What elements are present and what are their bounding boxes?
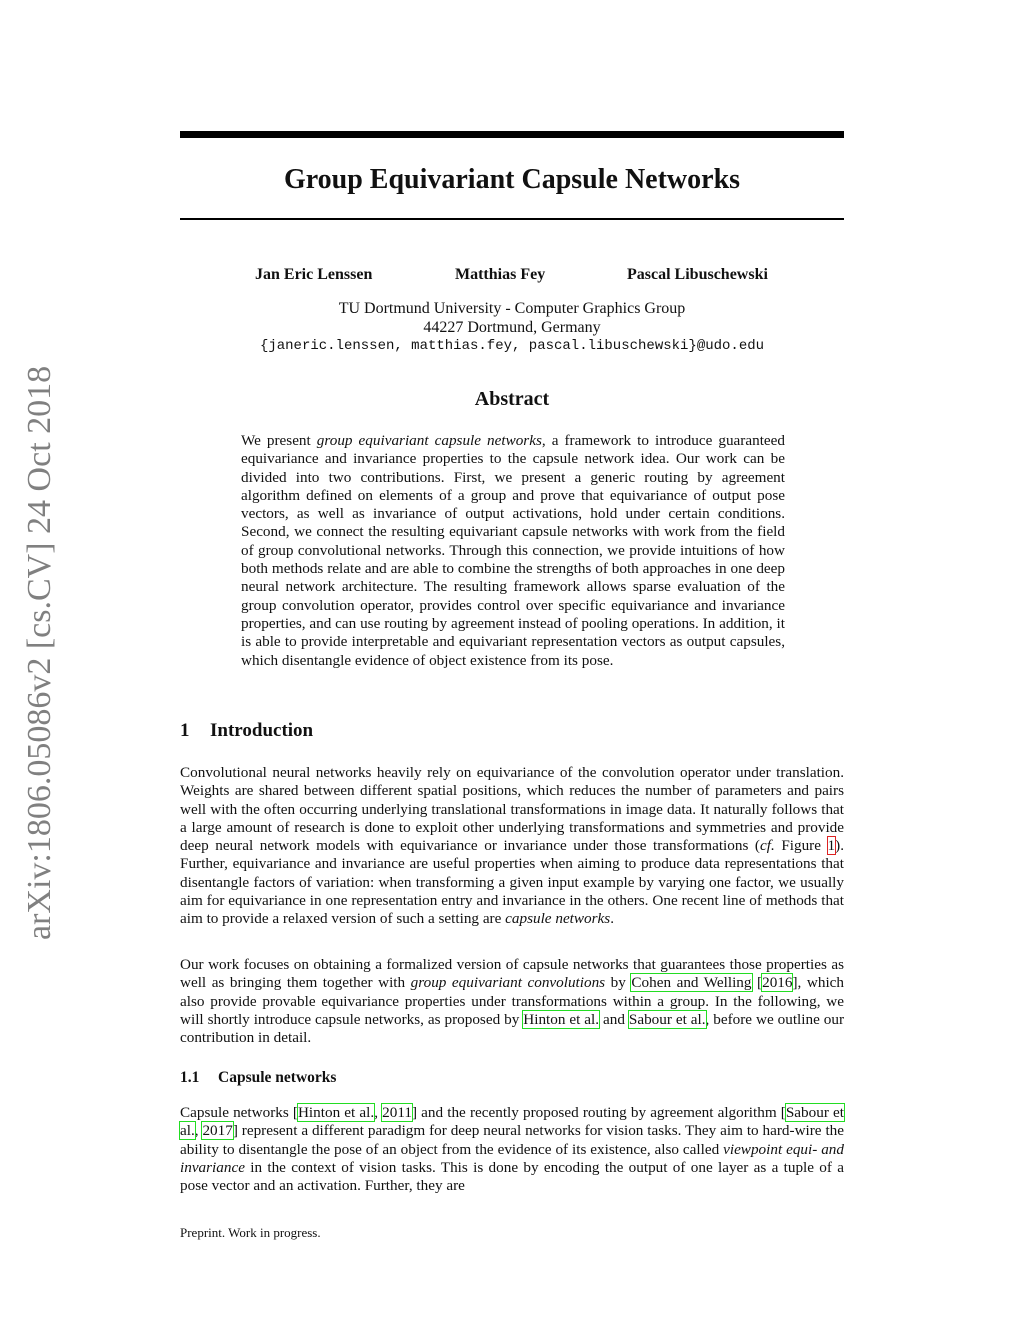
subsection-number: 1.1	[180, 1069, 200, 1086]
section-number: 1	[180, 720, 190, 741]
figure-reference-link[interactable]: 1	[827, 837, 836, 855]
emphasis: group equivariant capsule networks	[316, 432, 542, 449]
subsection-title: Capsule networks	[218, 1069, 337, 1086]
author-name: Pascal Libuschewski	[627, 266, 768, 283]
subsection-heading-capsule-networks	[180, 1069, 336, 1087]
preprint-footer: Preprint. Work in progress.	[180, 1225, 321, 1240]
citation-link[interactable]: Hinton et al.	[523, 1010, 600, 1028]
title-top-rule	[180, 131, 844, 138]
citation-year-link[interactable]: 2011	[382, 1104, 412, 1121]
intro-paragraph-1: Convolutional neural networks heavily rely on equivariance of the convolution operator under translation. Weights are shared between different spatial positions, which reduces the number of parameters and pairs well with the often occurring underlying translational transformations in image data. It naturally follows that a large amount of research is done to exploit other underlying transformations and symmetries and provide deep neural network models with equivariance or invariance under those transformations (cf. Figure 1). Further, equivariance and invariance are useful properties when aiming to produce data representations that disentangle factors of variation: when transforming a given input example by varying one factor, we usually aim for equivariance in one representation entry and invariance in the others. One recent line of methods that aim to provide a relaxed version of such a setting are capsule networks.	[180, 764, 844, 928]
abstract-heading: Abstract	[474, 388, 550, 410]
author-list	[180, 266, 844, 288]
section-title: Introduction	[210, 720, 314, 741]
section-heading-introduction	[180, 720, 313, 742]
intro-paragraph-2: Our work focuses on obtaining a formalized version of capsule networks that guarantees those properties as well as bringing them together with group equivariant convolutions by Cohen and Welling [2016], which also provide provable equivariance properties under transformations within a group. In the following, we will shortly introduce capsule networks, as proposed by Hinton et al. and Sabour et al., before we outline our contribution in detail.	[180, 956, 845, 1047]
citation-link[interactable]: Hinton et al.	[297, 1104, 375, 1121]
institution: TU Dortmund University - Computer Graphics Group	[338, 300, 686, 317]
arxiv-identifier: arXiv:1806.05086v2 [cs.CV] 24 Oct 2018	[21, 365, 58, 940]
author-name: Jan Eric Lenssen	[255, 266, 373, 283]
address: 44227 Dortmund, Germany	[423, 319, 601, 336]
citation-year-link[interactable]: 2016	[762, 974, 793, 992]
abstract-text: We present group equivariant capsule networks, a framework to introduce guaranteed equivariance and invariance properties to the capsule network idea. Our work can be divided into two contributions. First, we present a generic routing by agreement algorithm defined on elements of a group and prove that equivariance of output pose vectors, as well as invariance of output activations, hold under certain conditions. Second, we connect the resulting equivariant capsule networks with work from the field of group convolutional networks. Through this connection, we provide intuitions of how both methods relate and are able to combine the strengths of both approaches in one deep neural network architecture. The resulting framework allows sparse evaluation of the group convolution operator, provides control over specific equivariance and invariance properties, and can use routing by agreement instead of pooling operations. In addition, it is able to provide interpretable and equivariant representation vectors as output capsules, which disentangle evidence of object existence from its pose.	[241, 432, 785, 669]
title-bottom-rule	[180, 218, 844, 220]
citation-link[interactable]: Cohen and Welling	[631, 974, 752, 992]
paper-title: Group Equivariant Capsule Networks	[283, 164, 741, 195]
citation-year-link[interactable]: 2017	[202, 1122, 233, 1140]
author-name: Matthias Fey	[455, 266, 546, 283]
citation-link[interactable]: Sabour et al.	[180, 1104, 844, 1140]
capsule-paragraph: Capsule networks [Hinton et al., 2011] and the recently proposed routing by agreement algorithm [Sabour et al., 2017] represent a different paradigm for deep neural networks for vision tasks. They aim to hard-wire the ability to disentangle the pose of an object from the evidence of its existence, also called viewpoint equi- and invariance in the context of vision tasks. This is done by encoding the output of one layer as a tuple of a pose vector and an activation. Further, they are	[180, 1104, 844, 1195]
citation-link[interactable]: Sabour et al.	[628, 1010, 706, 1028]
author-emails: {janeric.lenssen, matthias.fey, pascal.libuschewski}@udo.edu	[259, 338, 765, 354]
affiliation-block	[180, 299, 844, 356]
